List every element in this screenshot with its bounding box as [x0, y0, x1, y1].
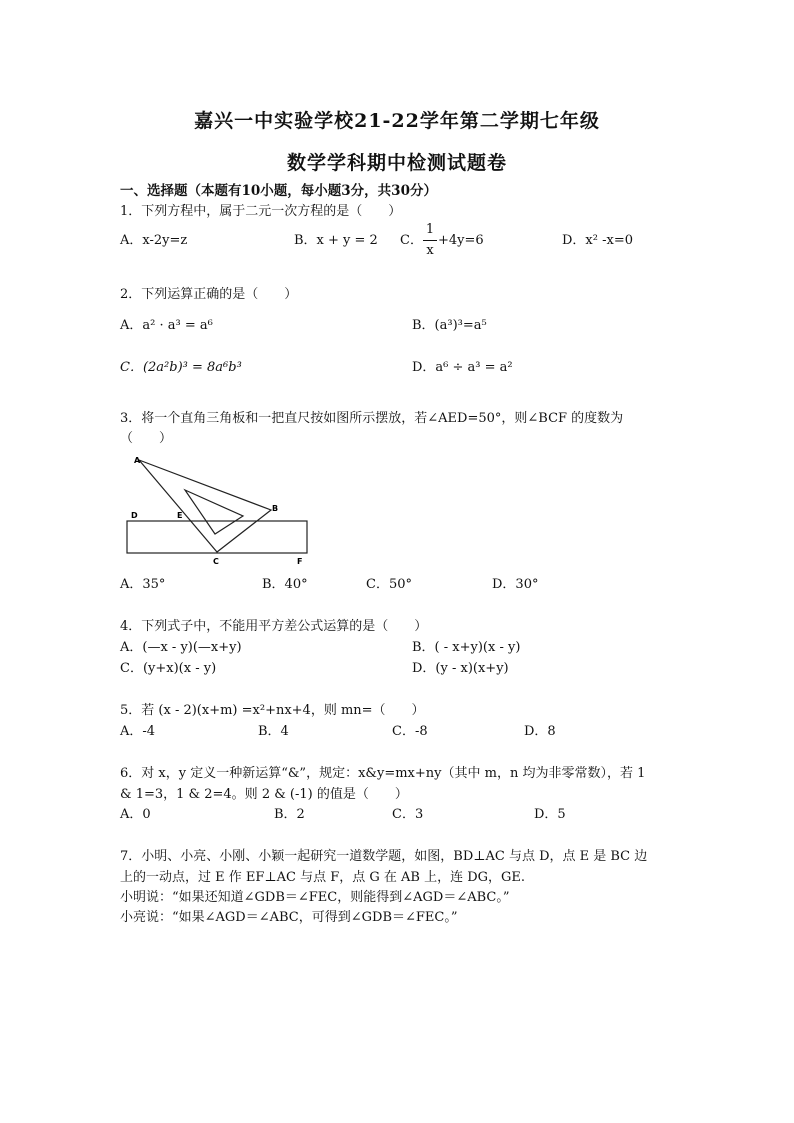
q2-option-c: C．(2a²b)³ = 8a⁶b³ [120, 360, 242, 375]
q1-option-b: B．x + y = 2 [294, 233, 378, 248]
q7-line-2: 上的一动点，过 E 作 EF⊥AC 与点 F，点 G 在 AB 上，连 DG，GE. [120, 870, 526, 885]
q6-option-c: C．3 [392, 807, 424, 822]
q4-option-c: C．(y+x)(x - y) [120, 661, 217, 676]
q1-option-c-rest: +4y=6 [438, 233, 484, 248]
label-d: D [131, 511, 138, 520]
label-e: E [177, 511, 183, 520]
q3-stem: 3．将一个直角三角板和一把直尺按如图所示摆放，若∠AED=50°，则∠BCF 的度数为 [120, 411, 624, 426]
q3-option-d: D．30° [492, 577, 539, 592]
q1-option-a: A．x-2y=z [120, 233, 188, 248]
set-square-outer [139, 460, 271, 552]
label-c: C [213, 557, 219, 566]
section-heading: 一、选择题（本题有10小题，每小题3分，共30分） [120, 183, 437, 199]
q4-option-a: A．(—x - y)(—x+y) [120, 640, 242, 655]
title-line-2: 数学学科期中检测试题卷 [286, 152, 507, 174]
q2-stem: 2．下列运算正确的是（ ） [120, 287, 298, 302]
q3-option-c: C．50° [366, 577, 412, 592]
q1-stem: 1．下列方程中，属于二元一次方程的是（ ） [120, 204, 402, 219]
q6-option-d: D．5 [534, 807, 566, 822]
q5-stem: 5．若 (x - 2)(x+m) =x²+nx+4，则 mn=（ ） [120, 703, 425, 718]
q2-option-a: A．a² · a³ = a⁶ [120, 318, 213, 333]
q4-stem: 4．下列式子中，不能用平方差公式运算的是（ ） [120, 619, 428, 634]
q1-fraction-bar [423, 240, 437, 241]
q6-option-b: B．2 [274, 807, 305, 822]
q1-option-c-label: C． [400, 233, 423, 248]
q3-figure [125, 452, 320, 570]
q5-option-a: A．-4 [120, 724, 156, 739]
q7-line-1: 7．小明、小亮、小刚、小颖一起研究一道数学题，如图，BD⊥AC 与点 D，点 E 是 BC 边 [120, 849, 648, 864]
q6-stem-line-2: & 1=3，1 & 2=4。则 2 & (-1) 的值是（ ） [120, 787, 408, 802]
q5-option-b: B．4 [258, 724, 289, 739]
q5-option-d: D．8 [524, 724, 556, 739]
q7-line-4: 小亮说：“如果∠AGD＝∠ABC，可得到∠GDB＝∠FEC。” [120, 910, 458, 925]
q4-option-b: B．( - x+y)(x - y) [412, 640, 521, 655]
q7-line-3: 小明说：“如果还知道∠GDB＝∠FEC，则能得到∠AGD＝∠ABC。” [120, 890, 510, 905]
label-f: F [297, 557, 303, 566]
q6-option-a: A．0 [120, 807, 151, 822]
label-a: A [134, 456, 141, 465]
ruler [127, 521, 307, 553]
q3-stem-bracket: （ ） [120, 431, 173, 446]
q3-option-a: A．35° [120, 577, 166, 592]
q1-fraction-denominator: x [426, 243, 434, 258]
q1-option-d: D．x² -x=0 [562, 233, 633, 248]
q6-stem-line-1: 6．对 x，y 定义一种新运算“&”，规定：x&y=mx+ny（其中 m，n 均为非零常数），若 1 [120, 766, 646, 781]
q3-option-b: B．40° [262, 577, 308, 592]
title-line-1: 嘉兴一中实验学校21-22学年第二学期七年级 [194, 110, 600, 132]
label-b: B [272, 504, 279, 513]
q4-option-d: D．(y - x)(x+y) [412, 661, 509, 676]
q1-fraction-numerator: 1 [425, 222, 435, 237]
q5-option-c: C．-8 [392, 724, 428, 739]
q2-option-b: B．(a³)³=a⁵ [412, 318, 487, 333]
q2-option-d: D．a⁶ ÷ a³ = a² [412, 360, 513, 375]
